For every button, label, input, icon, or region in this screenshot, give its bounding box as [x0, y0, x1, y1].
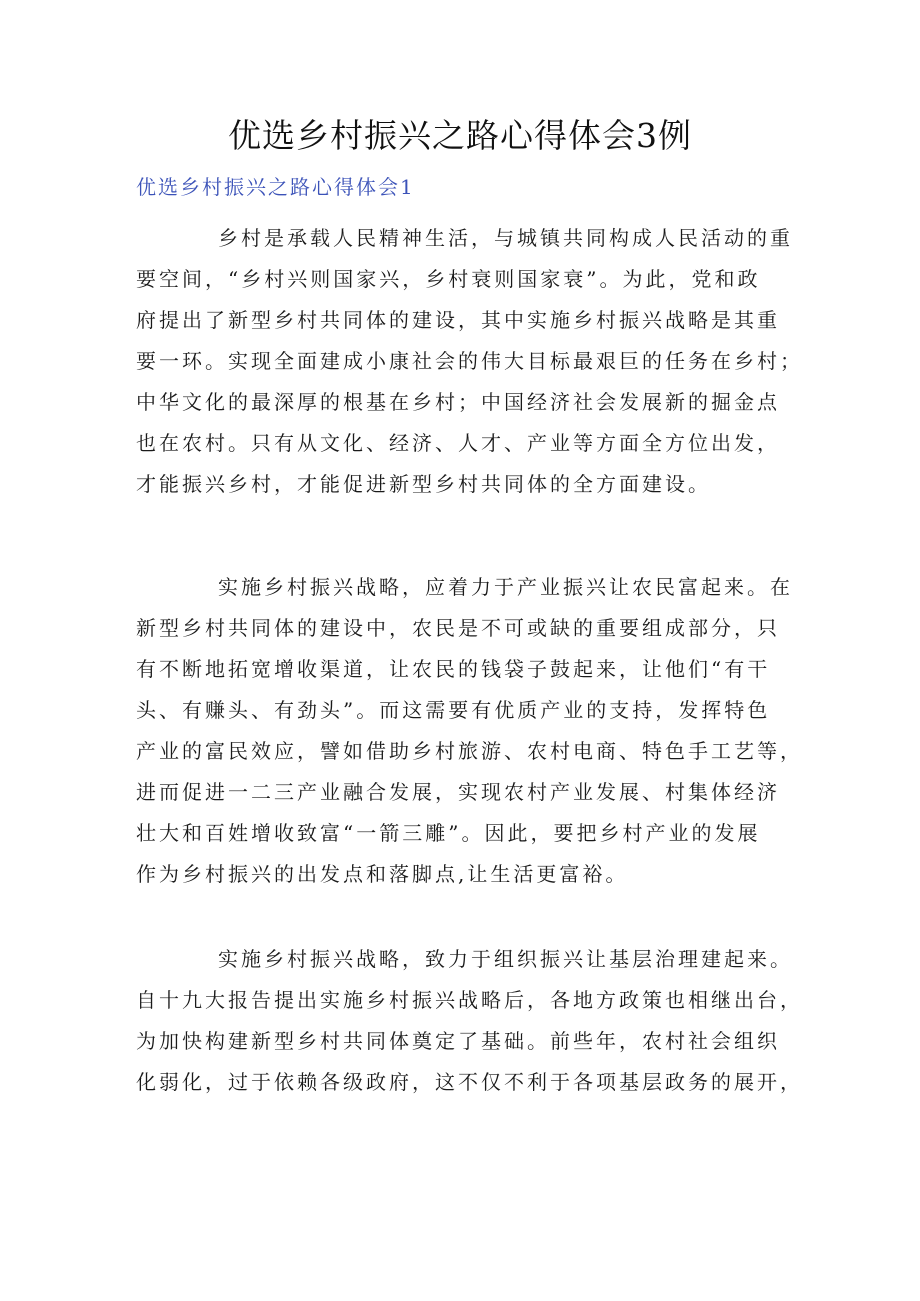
- section-heading: 优选乡村振兴之路心得体会1: [136, 175, 415, 199]
- paragraph-line: 新型乡村共同体的建设中，农民是不可或缺的重要组成部分，只: [136, 616, 780, 640]
- paragraph-line: 也在农村。只有从文化、经济、人才、产业等方面全方位出发，: [136, 431, 780, 455]
- paragraph-line: 自十九大报告提出实施乡村振兴战略后，各地方政策也相继出台，: [136, 988, 803, 1012]
- paragraph-line: 化弱化，过于依赖各级政府，这不仅不利于各项基层政务的展开，: [136, 1070, 803, 1094]
- paragraph-line: 头、有赚头、有劲头”。而这需要有优质产业的支持，发挥特色: [136, 698, 771, 722]
- paragraph-line: 才能振兴乡村，才能促进新型乡村共同体的全方面建设。: [136, 472, 711, 496]
- paragraph-line: 实施乡村振兴战略，应着力于产业振兴让农民富起来。在: [218, 575, 793, 599]
- paragraph-1: [136, 218, 803, 505]
- paragraph-3: [136, 939, 803, 1103]
- paragraph-line: 为加快构建新型乡村共同体奠定了基础。前些年，农村社会组织: [136, 1029, 780, 1053]
- paragraph-line: 壮大和百姓增收致富“一箭三雕”。因此，要把乡村产业的发展: [136, 821, 761, 845]
- paragraph-line: 作为乡村振兴的出发点和落脚点,让生活更富裕。: [136, 862, 629, 886]
- paragraph-2: [136, 567, 803, 895]
- paragraph-line: 进而促进一二三产业融合发展，实现农村产业发展、村集体经济: [136, 780, 780, 804]
- paragraph-line: 府提出了新型乡村共同体的建设，其中实施乡村振兴战略是其重: [136, 308, 780, 332]
- paragraph-line: 实施乡村振兴战略，致力于组织振兴让基层治理建起来。: [218, 947, 793, 971]
- paragraph-line: 要空间，“乡村兴则国家兴，乡村衰则国家衰”。为此，党和政: [136, 267, 761, 291]
- paragraph-line: 中华文化的最深厚的根基在乡村；中国经济社会发展新的掘金点: [136, 390, 780, 414]
- paragraph-line: 有不断地拓宽增收渠道，让农民的钱袋子鼓起来，让他们“有干: [136, 657, 771, 681]
- paragraph-line: 产业的富民效应，譬如借助乡村旅游、农村电商、特色手工艺等，: [136, 739, 803, 763]
- paragraph-line: 要一环。实现全面建成小康社会的伟大目标最艰巨的任务在乡村；: [136, 349, 803, 373]
- paragraph-line: 乡村是承载人民精神生活，与城镇共同构成人民活动的重: [218, 226, 793, 250]
- document-title: 优选乡村振兴之路心得体会3例: [228, 116, 692, 155]
